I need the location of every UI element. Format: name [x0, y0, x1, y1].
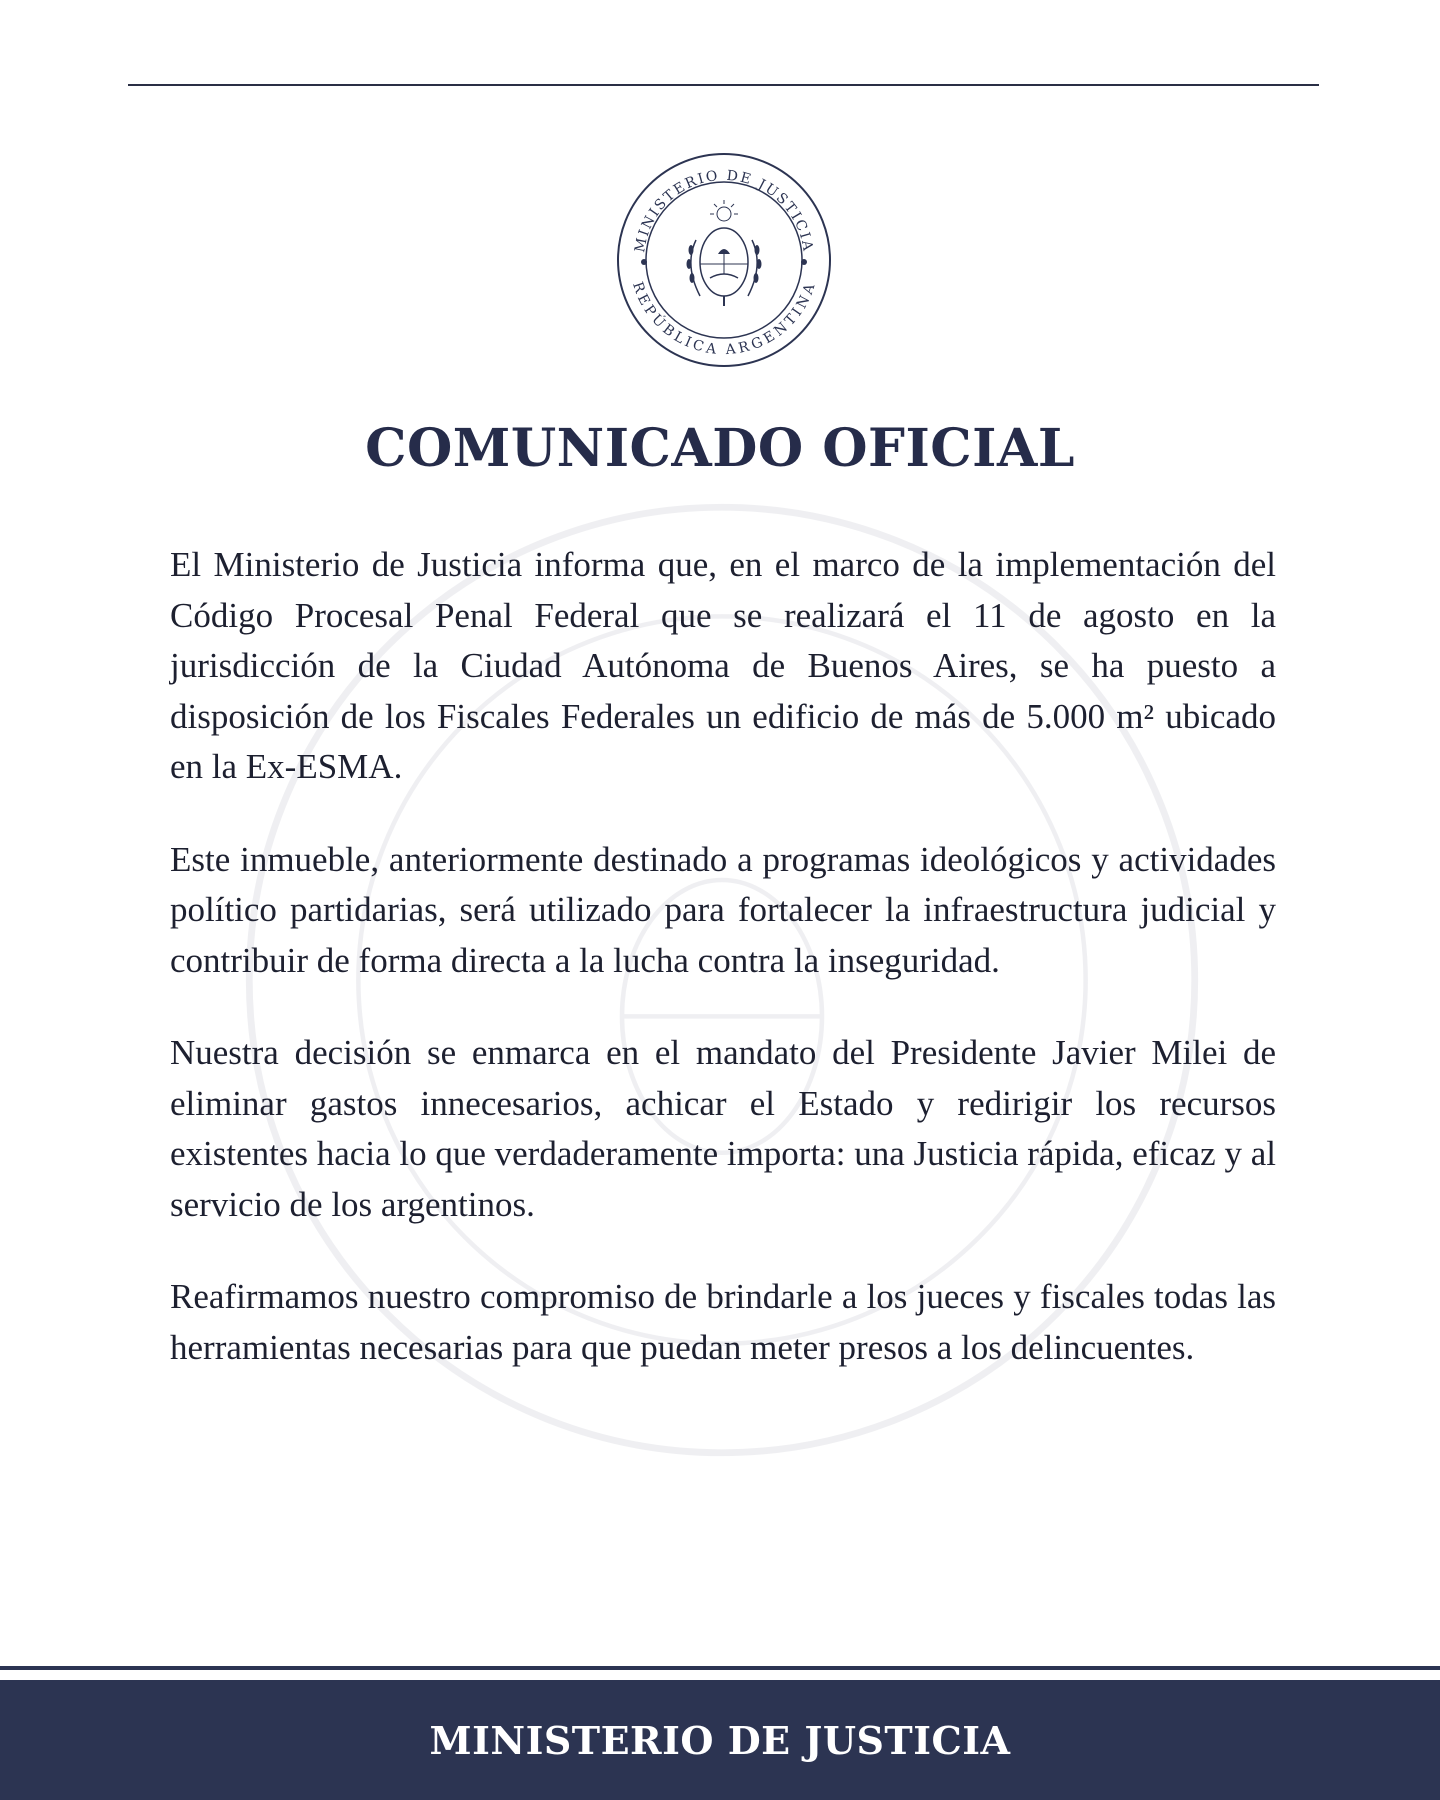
footer-divider — [0, 1666, 1440, 1670]
statement-body — [170, 540, 1276, 1415]
page-title: COMUNICADO OFICIAL — [365, 418, 1075, 479]
paragraph: Reafirmamos nuestro compromiso de brindarle a los jueces y fiscales todas las herramientas necesarias para que puedan meter presos a los delincuentes. — [170, 1277, 1276, 1367]
footer-bar — [0, 1680, 1440, 1800]
seal-bottom-text: REPÚBLICA ARGENTINA — [629, 279, 819, 358]
footer-label: MINISTERIO DE JUSTICIA — [429, 1717, 1011, 1763]
paragraph: Este inmueble, anteriormente destinado a programas ideológicos y actividades político partidarias, será utilizado para fortalecer la infraestructura judicial y contribuir de forma directa a la lucha contra la inseguridad. — [170, 839, 1276, 980]
top-divider — [128, 84, 1319, 86]
ministry-seal-icon — [614, 150, 834, 370]
seal-top-text: MINISTERIO DE JUSTICIA — [632, 167, 816, 254]
paragraph: Nuestra decisión se enmarca en el mandato del Presidente Javier Milei de eliminar gastos innecesarios, achicar el Estado y redirigir los recursos existentes hacia lo que verdaderamente importa: una Justicia rápida, eficaz y al servicio de los argentinos. — [170, 1033, 1276, 1224]
paragraph: El Ministerio de Justicia informa que, en el marco de la implementación del Código Procesal Penal Federal que se realizará el 11 de agosto en la jurisdicción de la Ciudad Autónoma de Buenos Aires, se ha puesto a disposición de los Fiscales Federales un edificio de más de 5.000 m² ubicado en la Ex-ESMA. — [170, 545, 1276, 786]
